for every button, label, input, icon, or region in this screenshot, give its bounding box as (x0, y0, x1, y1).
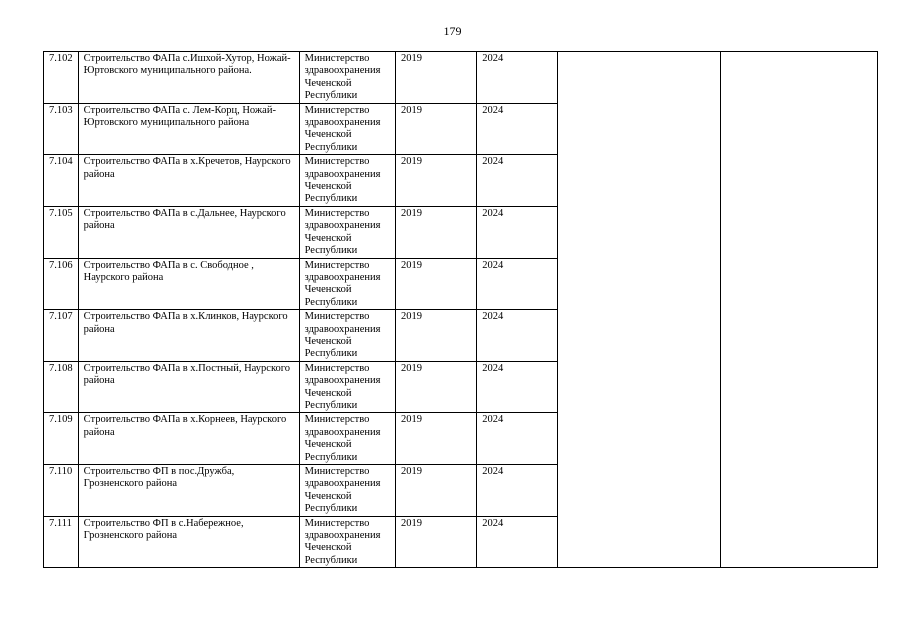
row-number: 7.106 (44, 258, 79, 310)
start-year: 2019 (396, 361, 477, 413)
start-year: 2019 (396, 310, 477, 362)
measure-name: Строительство ФАПа с.Ишхой-Хутор, Ножай-Юртовского муниципального района. (78, 52, 299, 104)
measures-table (43, 51, 878, 568)
page-number: 179 (443, 24, 462, 38)
measure-name: Строительство ФАПа в х.Кречетов, Наурского района (78, 155, 299, 207)
end-year: 2024 (477, 361, 558, 413)
executor: Министерство здравоохранения Чеченской Республики (299, 155, 395, 207)
row-number: 7.109 (44, 413, 79, 465)
executor: Министерство здравоохранения Чеченской Республики (299, 206, 395, 258)
row-number: 7.107 (44, 310, 79, 362)
measure-name: Строительство ФАПа в х.Клинков, Наурского района (78, 310, 299, 362)
executor: Министерство здравоохранения Чеченской Республики (299, 361, 395, 413)
measure-name: Строительство ФП в с.Набережное, Грозненского района (78, 516, 299, 568)
executor: Министерство здравоохранения Чеченской Республики (299, 258, 395, 310)
end-year: 2024 (477, 258, 558, 310)
end-year: 2024 (477, 52, 558, 104)
measure-name: Строительство ФАПа с. Лем-Корц, Ножай-Юртовского муниципального района (78, 103, 299, 155)
end-year: 2024 (477, 516, 558, 568)
row-number: 7.103 (44, 103, 79, 155)
executor: Министерство здравоохранения Чеченской Республики (299, 516, 395, 568)
measure-name: Строительство ФАПа в х.Постный, Наурского района (78, 361, 299, 413)
measure-name: Строительство ФАПа в с. Свободное , Наурского района (78, 258, 299, 310)
table-row (44, 52, 878, 104)
measure-name: Строительство ФП в пос.Дружба, Грозненского района (78, 465, 299, 517)
end-year: 2024 (477, 310, 558, 362)
executor: Министерство здравоохранения Чеченской Республики (299, 465, 395, 517)
start-year: 2019 (396, 258, 477, 310)
row-number: 7.104 (44, 155, 79, 207)
executor: Министерство здравоохранения Чеченской Республики (299, 310, 395, 362)
end-year: 2024 (477, 413, 558, 465)
start-year: 2019 (396, 516, 477, 568)
executor: Министерство здравоохранения Чеченской Республики (299, 103, 395, 155)
measure-name: Строительство ФАПа в с.Дальнее, Наурского района (78, 206, 299, 258)
executor: Министерство здравоохранения Чеченской Республики (299, 413, 395, 465)
row-number: 7.111 (44, 516, 79, 568)
end-year: 2024 (477, 465, 558, 517)
measure-name: Строительство ФАПа в х.Корнеев, Наурского района (78, 413, 299, 465)
end-year: 2024 (477, 155, 558, 207)
start-year: 2019 (396, 413, 477, 465)
start-year: 2019 (396, 465, 477, 517)
merged-empty-cell (558, 52, 720, 568)
start-year: 2019 (396, 52, 477, 104)
row-number: 7.105 (44, 206, 79, 258)
merged-empty-cell (720, 52, 877, 568)
end-year: 2024 (477, 206, 558, 258)
start-year: 2019 (396, 206, 477, 258)
start-year: 2019 (396, 155, 477, 207)
row-number: 7.110 (44, 465, 79, 517)
start-year: 2019 (396, 103, 477, 155)
executor: Министерство здравоохранения Чеченской Республики (299, 52, 395, 104)
end-year: 2024 (477, 103, 558, 155)
row-number: 7.108 (44, 361, 79, 413)
row-number: 7.102 (44, 52, 79, 104)
